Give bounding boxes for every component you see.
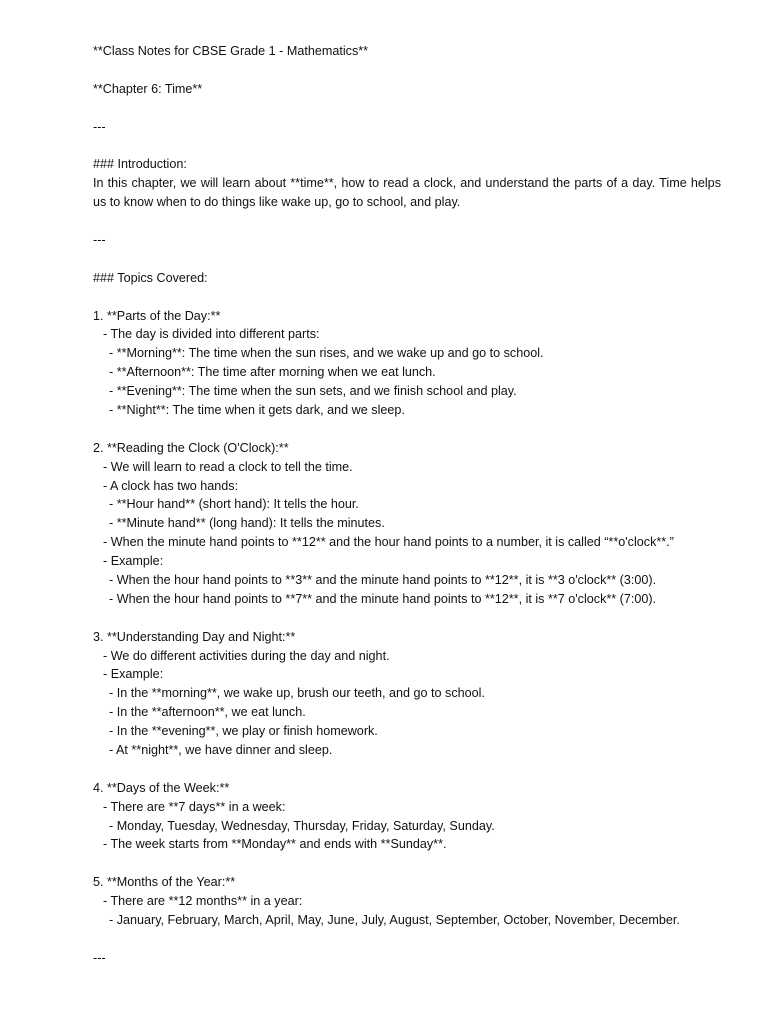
section-line: - **Hour hand** (short hand): It tells the hour. — [109, 497, 359, 512]
divider: --- — [93, 950, 106, 965]
introduction-text: In this chapter, we will learn about **time**, how to read a clock, and understand the parts of a day. Time helps us to know when to do things like wake up, go to school, and play. — [93, 176, 721, 210]
section-line: - When the minute hand points to **12** and the hour hand points to a number, it is called “**o'clock**.” — [103, 535, 674, 550]
section-line: - The day is divided into different parts: — [103, 327, 320, 342]
spacer — [93, 288, 721, 307]
chapter-heading: **Chapter 6: Time** — [93, 81, 203, 96]
spacer — [93, 136, 721, 155]
section-line: - **Morning**: The time when the sun rises, and we wake up and go to school. — [109, 346, 544, 361]
section-line: - There are **7 days** in a week: — [103, 799, 286, 814]
section-line: - **Night**: The time when it gets dark, and we sleep. — [109, 402, 405, 417]
section-line: - When the hour hand points to **3** and the minute hand points to **12**, it is **3 o'clock** (3:00). — [109, 572, 657, 587]
divider: --- — [93, 232, 106, 247]
section-line: - January, February, March, April, May, June, July, August, September, October, November, December. — [109, 913, 680, 927]
document-title: **Class Notes for CBSE Grade 1 - Mathematics** — [93, 44, 369, 58]
section-day-and-night — [93, 628, 721, 760]
section-line: - **Afternoon**: The time after morning when we eat lunch. — [109, 365, 436, 380]
introduction-heading: ### Introduction: — [93, 157, 187, 172]
spacer — [93, 420, 721, 439]
section-line: - The week starts from **Monday** and ends with **Sunday**. — [103, 837, 447, 852]
spacer — [93, 61, 721, 80]
section-line: - A clock has two hands: — [103, 478, 239, 493]
section-line: - In the **evening**, we play or finish homework. — [109, 724, 378, 739]
section-line: - **Minute hand** (long hand): It tells the minutes. — [109, 516, 385, 531]
section-line: - At **night**, we have dinner and sleep. — [109, 742, 333, 757]
section-parts-of-the-day — [93, 307, 721, 420]
section-line: - When the hour hand points to **7** and the minute hand points to **12**, it is **7 o'clock** (7:00). — [109, 591, 657, 606]
section-reading-the-clock — [93, 439, 721, 609]
spacer — [93, 854, 721, 873]
spacer — [93, 609, 721, 628]
section-heading: 1. **Parts of the Day:** — [93, 308, 221, 323]
document-page — [93, 42, 721, 968]
spacer — [93, 99, 721, 118]
spacer — [93, 760, 721, 779]
section-months-of-the-year — [93, 873, 721, 930]
spacer — [93, 250, 721, 269]
section-heading: 2. **Reading the Clock (O'Clock):** — [93, 440, 289, 455]
spacer — [93, 212, 721, 231]
section-heading: 4. **Days of the Week:** — [93, 780, 230, 795]
section-line: - Example: — [103, 554, 164, 569]
section-line: - In the **afternoon**, we eat lunch. — [109, 705, 306, 720]
section-heading: 3. **Understanding Day and Night:** — [93, 629, 296, 644]
section-days-of-the-week — [93, 779, 721, 855]
section-line: - In the **morning**, we wake up, brush our teeth, and go to school. — [109, 686, 485, 701]
divider: --- — [93, 119, 106, 134]
spacer — [93, 930, 721, 949]
section-line: - Example: — [103, 667, 164, 682]
topics-heading: ### Topics Covered: — [93, 270, 208, 285]
section-line: - We do different activities during the day and night. — [103, 648, 390, 663]
section-line: - We will learn to read a clock to tell the time. — [103, 459, 353, 474]
section-line: - Monday, Tuesday, Wednesday, Thursday, Friday, Saturday, Sunday. — [109, 818, 495, 833]
section-heading: 5. **Months of the Year:** — [93, 875, 236, 890]
section-line: - **Evening**: The time when the sun sets, and we finish school and play. — [109, 384, 517, 399]
section-line: - There are **12 months** in a year: — [103, 894, 303, 909]
